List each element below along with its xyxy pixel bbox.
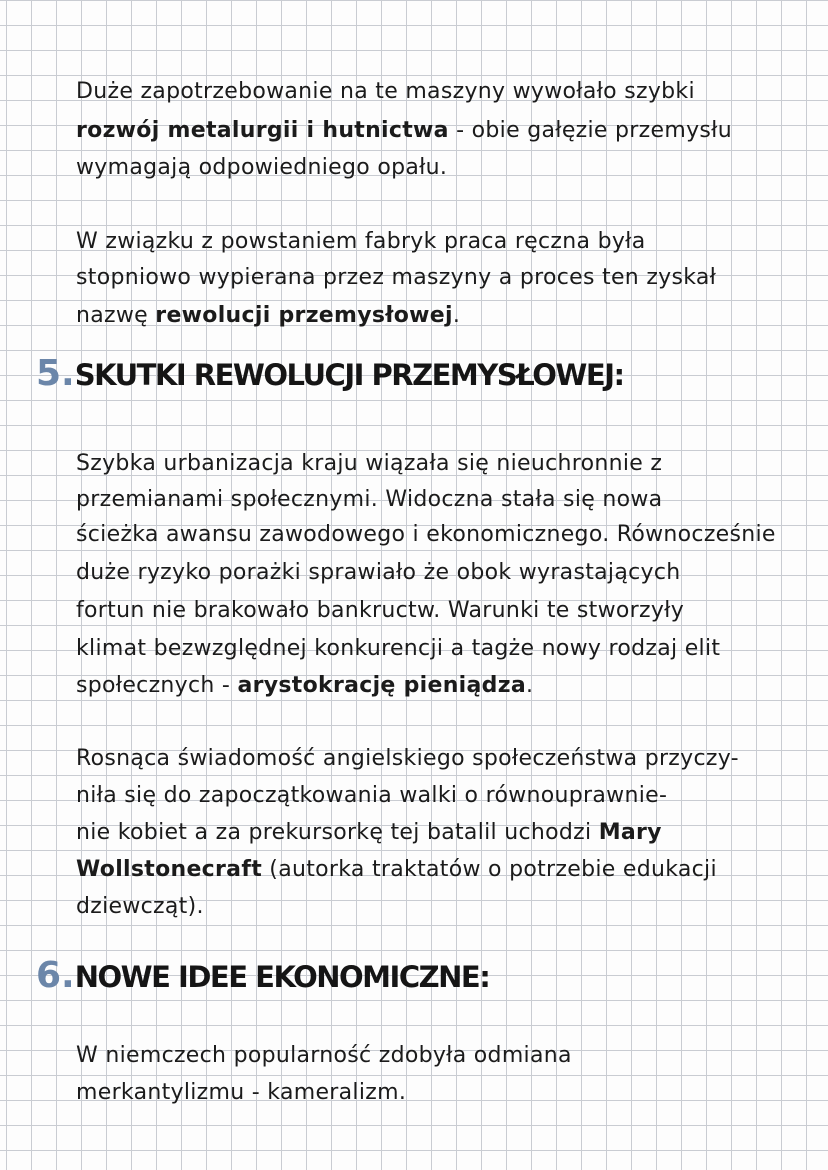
text-line: dziewcząt).	[76, 894, 204, 919]
section-heading-5	[36, 353, 624, 394]
text-line: nazwę rewolucji przemysłowej.	[76, 303, 461, 328]
section-title: SKUTKI REWOLUCJI PRZEMYSŁOWEJ:	[74, 358, 624, 392]
text-line: ścieżka awansu zawodowego i ekonomicznego. Równocześnie	[76, 522, 776, 547]
text-line: przemianami społecznymi. Widoczna stała się nowa	[76, 487, 663, 512]
bold-term: rozwój metalurgii i hutnictwa	[76, 118, 449, 143]
text-line: klimat bezwzględnej konkurencji a tagże nowy rodzaj elit	[76, 636, 721, 661]
text-line: wymagają odpowiedniego opału.	[76, 155, 448, 180]
text-line: W związku z powstaniem fabryk praca ręczna była	[76, 229, 646, 254]
section-number: 5.	[36, 353, 75, 394]
text-line: rozwój metalurgii i hutnictwa - obie gałęzie przemysłu	[76, 118, 732, 143]
text-line: Duże zapotrzebowanie na te maszyny wywołało szybki	[76, 79, 695, 104]
section-title: NOWE IDEE EKONOMICZNE:	[74, 960, 490, 994]
text-line: fortun nie brakowało bankructw. Warunki te stworzyły	[76, 598, 685, 623]
bold-term: arystokrację pieniądza	[237, 673, 526, 698]
text-line: Szybka urbanizacja kraju wiązała się nieuchronnie z	[76, 451, 663, 476]
text-line: społecznych - arystokrację pieniądza.	[76, 673, 534, 698]
section-number: 6.	[36, 955, 75, 996]
text-line: niła się do zapoczątkowania walki o równouprawnie-	[76, 783, 668, 808]
text-line: nie kobiet a za prekursorkę tej batalil uchodzi Mary	[76, 820, 662, 845]
text-line: Wollstonecraft (autorka traktatów o potrzebie edukacji	[76, 857, 717, 882]
bold-term: rewolucji przemysłowej	[155, 303, 453, 328]
text-line: W niemczech popularność zdobyła odmiana	[76, 1043, 572, 1068]
text-line: stopniowo wypierana przez maszyny a proces ten zyskał	[76, 265, 717, 290]
text-line: merkantylizmu - kameralizm.	[76, 1080, 407, 1105]
bold-term: Mary	[598, 820, 662, 845]
bold-term: Wollstonecraft	[76, 857, 263, 882]
text-line: duże ryzyko porażki sprawiało że obok wyrastających	[76, 560, 681, 585]
text-line: Rosnąca świadomość angielskiego społeczeństwa przyczy-	[76, 746, 739, 771]
section-heading-6	[36, 955, 490, 996]
